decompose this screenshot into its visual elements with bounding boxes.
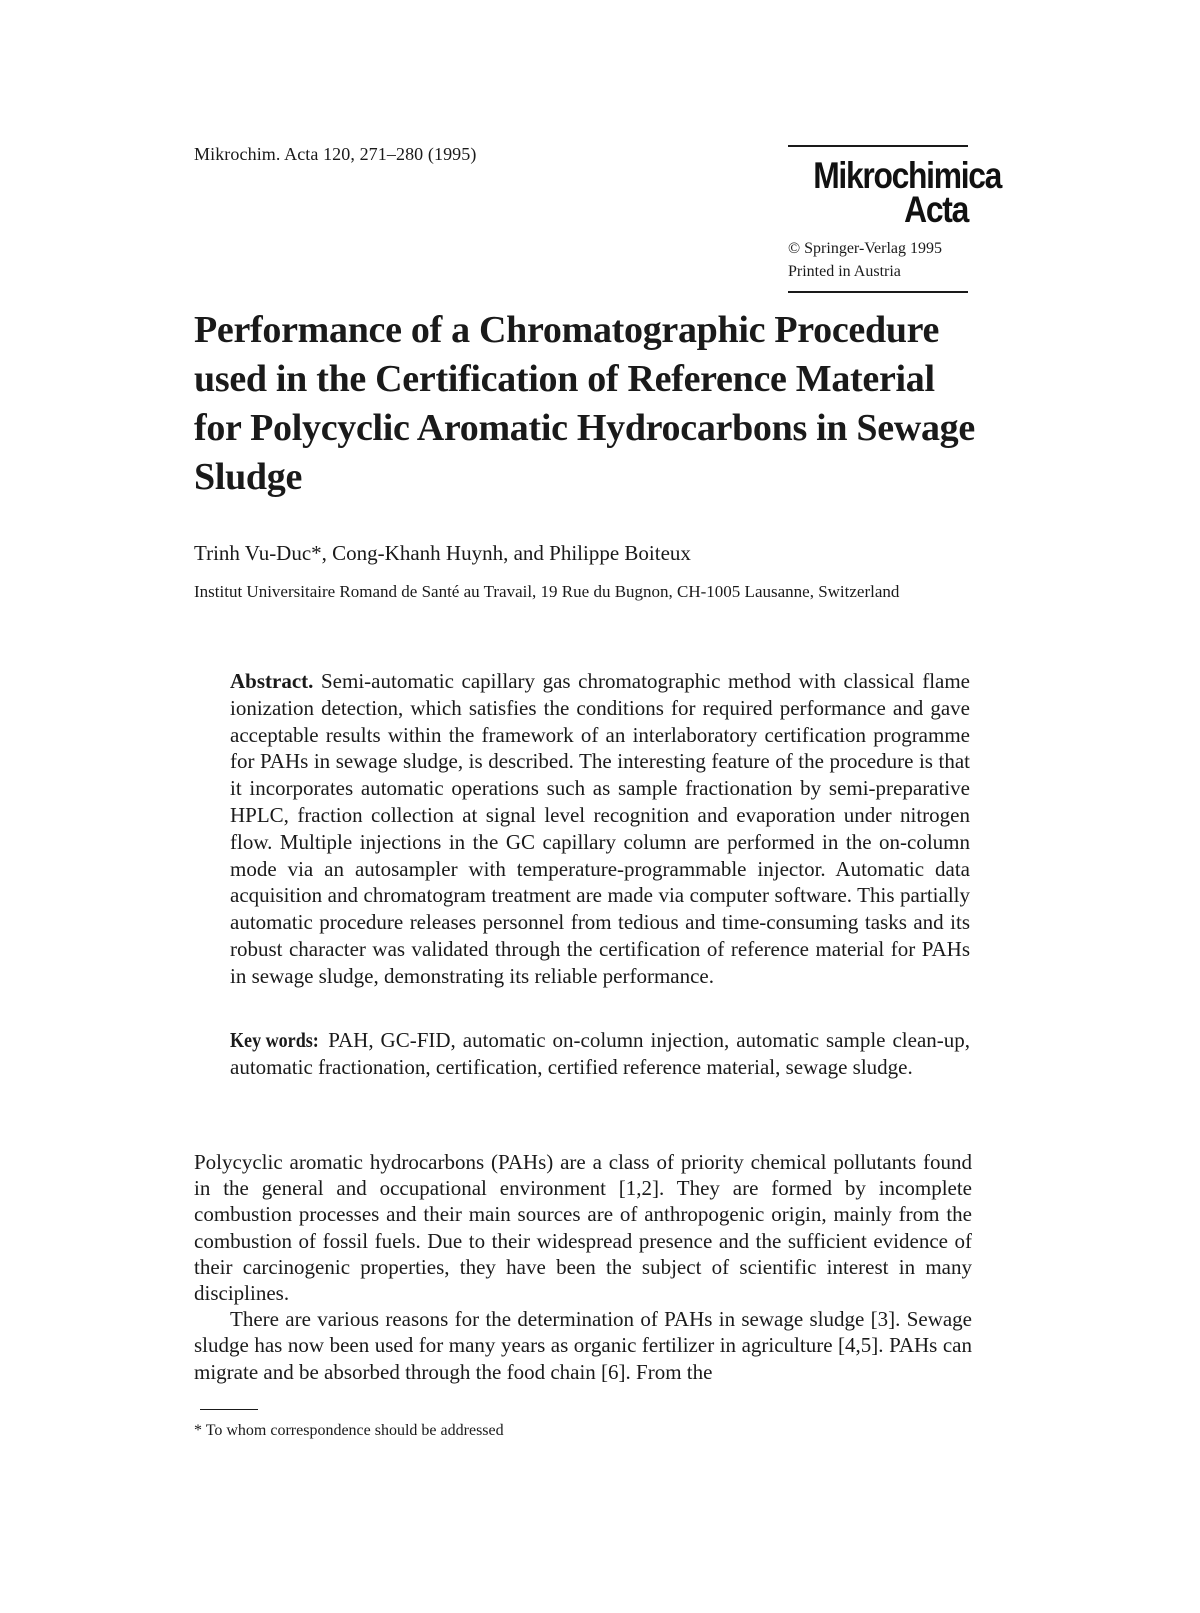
logo-top-rule	[788, 145, 968, 147]
journal-logo-title	[813, 155, 1002, 230]
keywords-text: PAH, GC-FID, automatic on-column injection, automatic sample clean-up, automatic fractionation, certification, certified reference material, sewage sludge.	[230, 1028, 971, 1079]
body-paragraph-1: Polycyclic aromatic hydrocarbons (PAHs) are a class of priority chemical pollutants found in the general and occupational environment [1,2]. They are formed by incomplete combustion processes and their main sources are of anthropogenic origin, mainly from the combustion of fossil fuels. Due to their widespread presence and the sufficient evidence of their carcinogenic properties, they have been the subject of scientific interest in many disciplines.	[194, 1150, 972, 1306]
printed-notice: Printed in Austria	[788, 263, 901, 280]
journal-logo-line2: Acta	[904, 189, 968, 230]
journal-logo	[788, 145, 1002, 293]
abstract	[230, 668, 970, 990]
keywords-label: Key words:	[230, 1028, 319, 1052]
logo-bottom-rule	[788, 291, 968, 293]
author-list: Trinh Vu-Duc*, Cong-Khanh Huynh, and Philippe Boiteux	[194, 541, 691, 565]
abstract-text: Semi-automatic capillary gas chromatographic method with classical flame ionization detection, which satisfies the conditions for required performance and gave acceptable results within the framework of an interlaboratory certification programme for PAHs in sewage sludge, is described. The interesting feature of the procedure is that it incorporates automatic operations such as sample fractionation by semi-preparative HPLC, fraction collection at signal level recognition and evaporation under nitrogen flow. Multiple injections in the GC capillary column are performed in the on-column mode via an autosampler with temperature-programmable injector. Automatic data acquisition and chromatogram treatment are made via computer software. This partially automatic procedure releases personnel from tedious and time-consuming tasks and its robust character was validated through the certification of reference material for PAHs in sewage sludge, demonstrating its reliable performance.	[230, 669, 971, 988]
body-text	[194, 1149, 972, 1385]
author-affiliation: Institut Universitaire Romand de Santé au Travail, 19 Rue du Bugnon, CH-1005 Lausanne, Switzerland	[194, 582, 900, 601]
body-paragraph-2: There are various reasons for the determination of PAHs in sewage sludge [3]. Sewage sludge has now been used for many years as organic fertilizer in agriculture [4,5]. PAHs can migrate and be absorbed through the food chain [6]. From the	[194, 1307, 972, 1384]
footnote-rule	[200, 1409, 258, 1410]
copyright-notice: © Springer-Verlag 1995	[788, 240, 943, 257]
journal-logo-line1: Mikrochimica	[813, 155, 1002, 196]
footnote: * To whom correspondence should be addressed	[194, 1422, 504, 1439]
abstract-label: Abstract.	[230, 669, 314, 693]
journal-citation: Mikrochim. Acta 120, 271–280 (1995)	[194, 144, 477, 164]
article-title: Performance of a Chromatographic Procedure used in the Certification of Reference Material for Polycyclic Aromatic Hydrocarbons in Sewage Sludge	[194, 309, 975, 498]
keywords	[230, 1027, 970, 1081]
